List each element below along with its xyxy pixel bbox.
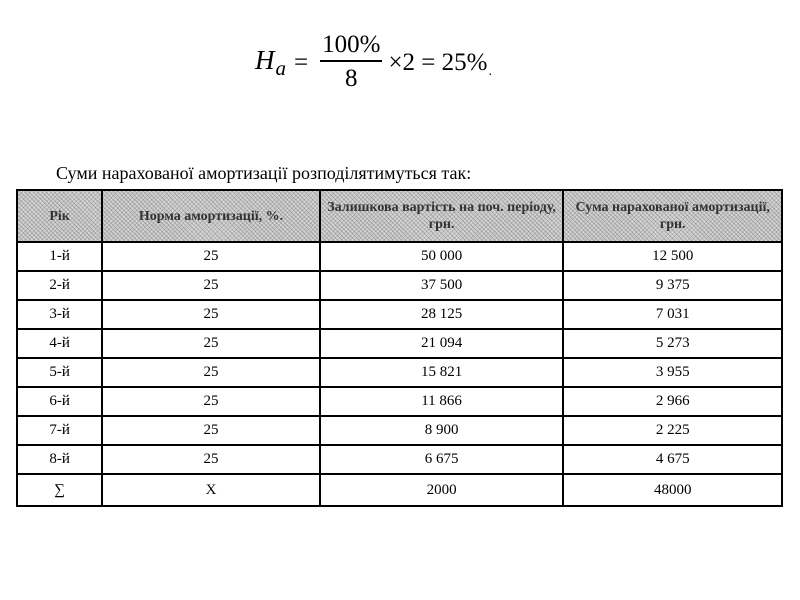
table-row <box>17 445 782 474</box>
total-depreciation-amount: 48000 <box>563 474 782 506</box>
table-row <box>17 416 782 445</box>
table-row <box>17 329 782 358</box>
cell-year: 2-й <box>17 271 102 300</box>
cell-year: 8-й <box>17 445 102 474</box>
cell-residual-value: 37 500 <box>320 271 564 300</box>
cell-rate: 25 <box>102 416 320 445</box>
table-header-row <box>17 190 782 242</box>
cell-depreciation-amount: 4 675 <box>563 445 782 474</box>
cell-rate: 25 <box>102 329 320 358</box>
header-residual-value: Залишкова вартість на поч. періоду, грн. <box>320 190 564 242</box>
table-row <box>17 242 782 271</box>
cell-depreciation-amount: 2 966 <box>563 387 782 416</box>
total-rate: Х <box>102 474 320 506</box>
formula-trailing-dot: . <box>488 64 492 79</box>
cell-rate: 25 <box>102 358 320 387</box>
cell-residual-value: 15 821 <box>320 358 564 387</box>
cell-rate: 25 <box>102 242 320 271</box>
header-year: Рік <box>17 190 102 242</box>
cell-residual-value: 50 000 <box>320 242 564 271</box>
cell-year: 3-й <box>17 300 102 329</box>
total-residual-value: 2000 <box>320 474 564 506</box>
formula-lhs <box>255 45 286 81</box>
cell-rate: 25 <box>102 300 320 329</box>
formula-lhs-subscript: a <box>275 56 286 80</box>
cell-depreciation-amount: 9 375 <box>563 271 782 300</box>
cell-depreciation-amount: 5 273 <box>563 329 782 358</box>
depreciation-rate-formula <box>255 28 492 98</box>
formula-lhs-symbol: H <box>255 45 275 75</box>
header-depreciation-amount: Сума нарахованої амортизації, грн. <box>563 190 782 242</box>
formula-denominator: 8 <box>345 65 358 92</box>
table-row <box>17 300 782 329</box>
formula-numerator: 100% <box>320 32 382 62</box>
cell-depreciation-amount: 7 031 <box>563 300 782 329</box>
cell-depreciation-amount: 3 955 <box>563 358 782 387</box>
cell-year: 7-й <box>17 416 102 445</box>
cell-rate: 25 <box>102 387 320 416</box>
total-sigma: ∑ <box>17 474 102 506</box>
cell-year: 1-й <box>17 242 102 271</box>
cell-year: 5-й <box>17 358 102 387</box>
cell-residual-value: 11 866 <box>320 387 564 416</box>
cell-rate: 25 <box>102 445 320 474</box>
cell-residual-value: 6 675 <box>320 445 564 474</box>
table-caption: Суми нарахованої амортизації розподілятимуться так: <box>56 163 472 183</box>
formula-result: ×2 = 25% <box>388 49 488 76</box>
cell-depreciation-amount: 2 225 <box>563 416 782 445</box>
cell-year: 6-й <box>17 387 102 416</box>
table-row <box>17 358 782 387</box>
cell-residual-value: 8 900 <box>320 416 564 445</box>
formula-equals: = <box>294 49 309 76</box>
table-total-row <box>17 474 782 506</box>
table-row <box>17 271 782 300</box>
cell-depreciation-amount: 12 500 <box>563 242 782 271</box>
cell-residual-value: 21 094 <box>320 329 564 358</box>
header-rate: Норма амортизації, %. <box>102 190 320 242</box>
table-row <box>17 387 782 416</box>
formula-fraction <box>320 32 382 94</box>
depreciation-table <box>16 189 783 507</box>
cell-year: 4-й <box>17 329 102 358</box>
cell-rate: 25 <box>102 271 320 300</box>
cell-residual-value: 28 125 <box>320 300 564 329</box>
